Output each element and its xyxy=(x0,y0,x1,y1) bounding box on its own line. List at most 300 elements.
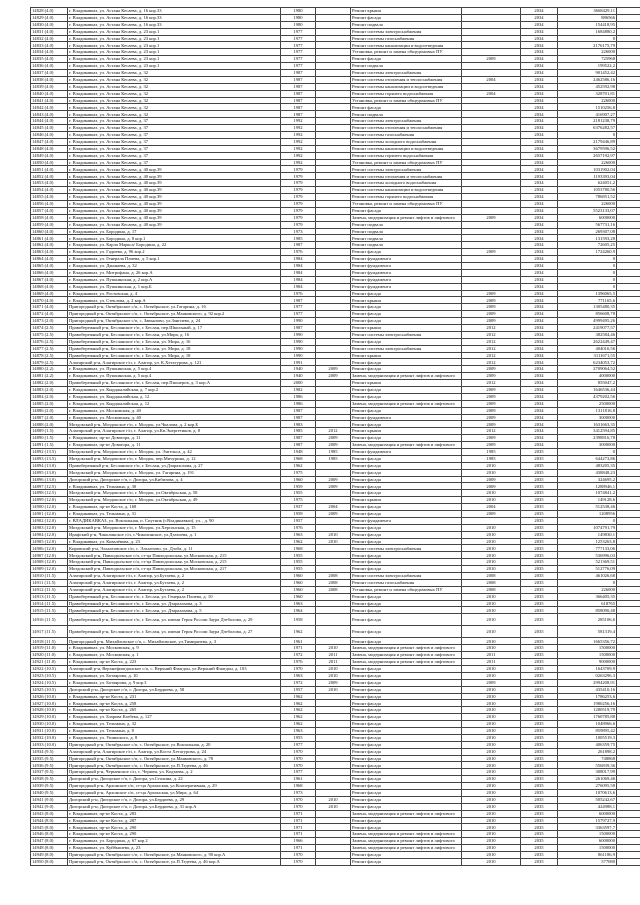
cost-cell: 2179446,89 xyxy=(558,138,617,145)
row-number-cell: 14921 (11.0) xyxy=(31,659,68,666)
empty-cell xyxy=(617,727,640,734)
row-number-cell: 14932 (10.0) xyxy=(31,734,68,741)
row-number-cell: 14914 (11.5) xyxy=(31,600,68,607)
planned-year-cell: 2034 xyxy=(521,228,558,235)
empty-cell xyxy=(617,714,640,721)
planned-year-cell: 2035 xyxy=(521,707,558,714)
table-row xyxy=(31,858,640,865)
cost-cell: 1579727,9 xyxy=(558,817,617,824)
empty-cell xyxy=(617,8,640,15)
build-year-cell: 1979 xyxy=(281,207,316,214)
table-row xyxy=(31,132,640,139)
work-type-cell: Замена, модернизация и ремонт лифтов и лифтового xyxy=(351,659,462,666)
previous-repair-cell: 2010 xyxy=(462,789,521,796)
build-year-cell: 1963 xyxy=(281,600,316,607)
build-year-cell: 1963 xyxy=(281,531,316,538)
repair-year-cell xyxy=(316,490,351,497)
row-number-cell: 14910 (11.5) xyxy=(31,573,68,580)
repair-year-cell xyxy=(316,8,351,15)
empty-cell xyxy=(617,180,640,187)
empty-cell xyxy=(617,304,640,311)
table-row xyxy=(31,455,640,462)
table-row xyxy=(31,42,640,49)
row-number-cell: 14860 (4.0) xyxy=(31,228,68,235)
previous-repair-cell: 2009 xyxy=(462,393,521,400)
empty-cell xyxy=(617,63,640,70)
work-type-cell: Замена, модернизация и ремонт лифтов и лифтового xyxy=(351,831,462,838)
work-type-cell: Ремонт фасада xyxy=(351,748,462,755)
row-number-cell: 14876 (2.5) xyxy=(31,338,68,345)
address-cell: г. Владикавказ, пр-кт Коста, д. 258 xyxy=(68,700,281,707)
work-type-cell: Ремонт фасада xyxy=(351,851,462,858)
table-row xyxy=(31,476,640,483)
address-cell: Правобережный р-н, Бесланское г/п, г. Беслан, ул. Мира, д. 18 xyxy=(68,352,281,359)
repair-year-cell xyxy=(316,407,351,414)
work-type-cell: Ремонт фасада xyxy=(351,511,462,518)
build-year-cell: 1962 xyxy=(281,700,316,707)
empty-cell xyxy=(617,686,640,693)
address-cell: Кировский р-н, Эльхотовское с/п, с. Эльхотово, ул. Дзоба, д. 11 xyxy=(68,545,281,552)
build-year-cell: 1983 xyxy=(281,421,316,428)
build-year-cell: 1977 xyxy=(281,63,316,70)
empty-cell xyxy=(617,386,640,393)
empty-cell xyxy=(617,380,640,387)
work-type-cell: Ремонт фасада xyxy=(351,304,462,311)
planned-year-cell: 2035 xyxy=(521,734,558,741)
address-cell: Моздокский р-н, Моздокское г/п, г. Моздок, ул.Херсонская, д. 15 xyxy=(68,524,281,531)
row-number-cell: 14907 (12.0) xyxy=(31,552,68,559)
table-row xyxy=(31,607,640,614)
build-year-cell: 1960 xyxy=(281,586,316,593)
work-type-cell: Установка, ремонт и замена общедомовых ПУ xyxy=(351,586,462,593)
row-number-cell: 14855 (4.0) xyxy=(31,194,68,201)
cost-cell: 1786253,6 xyxy=(558,693,617,700)
row-number-cell: 14856 (4.0) xyxy=(31,200,68,207)
table-row xyxy=(31,269,640,276)
planned-year-cell: 2034 xyxy=(521,435,558,442)
repair-year-cell xyxy=(316,552,351,559)
repair-year-cell xyxy=(316,297,351,304)
build-year-cell: 1987 xyxy=(281,111,316,118)
address-cell: г. Владикавказ, ул. Астана Кесаева, д. 23 кор.1 xyxy=(68,56,281,63)
work-type-cell: Ремонт фасада xyxy=(351,338,462,345)
planned-year-cell: 2035 xyxy=(521,455,558,462)
work-type-cell: Ремонт системы электроснабжения xyxy=(351,70,462,77)
address-cell: г. Владикавказ, ул. Пушкинская, д. 1 кор.Б xyxy=(68,283,281,290)
previous-repair-cell xyxy=(462,42,521,49)
empty-cell xyxy=(617,297,640,304)
table-row xyxy=(31,14,640,21)
row-number-cell: 14941 (9.0) xyxy=(31,796,68,803)
previous-repair-cell: 2009 xyxy=(462,366,521,373)
work-type-cell: Ремонт фасада xyxy=(351,755,462,762)
row-number-cell: 14930 (10.0) xyxy=(31,721,68,728)
work-type-cell: Замена, модернизация и ремонт лифтов и лифтового xyxy=(351,400,462,407)
work-type-cell: Ремонт фасада xyxy=(351,359,462,366)
empty-cell xyxy=(617,21,640,28)
repair-year-cell xyxy=(316,83,351,90)
build-year-cell: 1960 xyxy=(281,476,316,483)
work-type-cell: Ремонт фасада xyxy=(351,483,462,490)
work-type-cell: Замена, модернизация и ремонт лифтов и лифтового xyxy=(351,810,462,817)
previous-repair-cell: 2010 xyxy=(462,858,521,865)
table-row xyxy=(31,8,640,15)
build-year-cell: 1977 xyxy=(281,769,316,776)
work-type-cell: Ремонт фасада xyxy=(351,686,462,693)
build-year-cell: 1940 xyxy=(281,373,316,380)
build-year-cell: 1960 xyxy=(281,593,316,600)
row-number-cell: 14868 (4.0) xyxy=(31,283,68,290)
planned-year-cell: 2035 xyxy=(521,783,558,790)
empty-cell xyxy=(617,49,640,56)
build-year-cell: 1979 xyxy=(281,180,316,187)
work-type-cell: Ремонт системы электроснабжения xyxy=(351,166,462,173)
table-row xyxy=(31,824,640,831)
address-cell: г. Владикавказ, ул. Астана Кесаева, д. 23 кор.1 xyxy=(68,49,281,56)
build-year-cell: 1987 xyxy=(281,414,316,421)
planned-year-cell: 2035 xyxy=(521,776,558,783)
repair-year-cell xyxy=(316,180,351,187)
work-type-cell: Ремонт системы отопления и теплоснабжения xyxy=(351,125,462,132)
empty-cell xyxy=(617,138,640,145)
table-row xyxy=(31,817,640,824)
table-row xyxy=(31,831,640,838)
table-row xyxy=(31,49,640,56)
previous-repair-cell: 2012 xyxy=(462,324,521,331)
repair-year-cell xyxy=(316,49,351,56)
cost-cell: 1980256,16 xyxy=(558,700,617,707)
work-type-cell: Ремонт фасада xyxy=(351,858,462,865)
row-number-cell: 14944 (8.0) xyxy=(31,817,68,824)
previous-repair-cell: 2010 xyxy=(462,727,521,734)
row-number-cell: 14881 (2.2) xyxy=(31,373,68,380)
cost-cell: 3679596,52 xyxy=(558,145,617,152)
empty-cell xyxy=(617,851,640,858)
address-cell: г. Владикавказ, ул. Астана Кесаева, д. 40 кор.39 xyxy=(68,221,281,228)
planned-year-cell: 2034 xyxy=(521,428,558,435)
cost-cell: 382584,46 xyxy=(558,331,617,338)
address-cell: Пригородный р-н, Октябрьское с/п, с. Октябрьское, ул.П.Тедеева, д. 46 кор.А xyxy=(68,858,281,865)
empty-cell xyxy=(617,586,640,593)
row-number-cell: 14851 (4.0) xyxy=(31,166,68,173)
previous-repair-cell xyxy=(462,159,521,166)
planned-year-cell: 2035 xyxy=(521,831,558,838)
cost-cell: 2419077,57 xyxy=(558,324,617,331)
work-type-cell: Ремонт системы канализации и водоотведения xyxy=(351,187,462,194)
work-type-cell: Ремонт фасада xyxy=(351,490,462,497)
repair-year-cell xyxy=(316,90,351,97)
work-type-cell: Ремонт фасада xyxy=(351,700,462,707)
work-type-cell: Ремонт фундамента xyxy=(351,256,462,263)
previous-repair-cell: 2009 xyxy=(462,56,521,63)
cost-cell: 1005519,3 xyxy=(558,734,617,741)
build-year-cell: 1955 xyxy=(281,552,316,559)
empty-cell xyxy=(617,276,640,283)
build-year-cell: 1979 xyxy=(281,200,316,207)
cost-cell: 1070613,6 xyxy=(558,789,617,796)
build-year-cell: 1962 xyxy=(281,538,316,545)
planned-year-cell: 2035 xyxy=(521,511,558,518)
repair-year-cell xyxy=(316,400,351,407)
planned-year-cell: 2034 xyxy=(521,276,558,283)
row-number-cell: 14911 (11.5) xyxy=(31,579,68,586)
planned-year-cell: 2035 xyxy=(521,593,558,600)
work-type-cell: Ремонт фасада xyxy=(351,455,462,462)
previous-repair-cell: 2009 xyxy=(462,400,521,407)
build-year-cell: 1987 xyxy=(281,97,316,104)
planned-year-cell: 2034 xyxy=(521,338,558,345)
empty-cell xyxy=(617,194,640,201)
previous-repair-cell xyxy=(462,97,521,104)
table-row xyxy=(31,659,640,666)
cost-cell: 149830,1 xyxy=(558,531,617,538)
cost-cell: 521369,51 xyxy=(558,559,617,566)
previous-repair-cell xyxy=(462,262,521,269)
build-year-cell: 1962 xyxy=(281,462,316,469)
cost-cell: 2709064,52 xyxy=(558,366,617,373)
repair-year-cell xyxy=(316,242,351,249)
row-number-cell: 14895 (13.0) xyxy=(31,469,68,476)
empty-cell xyxy=(617,721,640,728)
table-row xyxy=(31,714,640,721)
row-number-cell: 14853 (4.0) xyxy=(31,180,68,187)
cost-cell: 1500000 xyxy=(558,652,617,659)
repair-year-cell xyxy=(316,769,351,776)
address-cell: г. Владикавказ, пр-кт Коста, д. 231 xyxy=(68,693,281,700)
table-row xyxy=(31,435,640,442)
cost-cell: 512538,46 xyxy=(558,504,617,511)
table-row xyxy=(31,665,640,672)
table-row xyxy=(31,679,640,686)
cost-cell: 285106,6 xyxy=(558,614,617,626)
planned-year-cell: 2035 xyxy=(521,607,558,614)
build-year-cell: 1966 xyxy=(281,838,316,845)
address-cell: г. Владикавказ, ул. Астана Кесаева, д. 40 кор.39 xyxy=(68,207,281,214)
repair-year-cell xyxy=(316,614,351,626)
planned-year-cell: 2035 xyxy=(521,600,558,607)
work-type-cell: Ремонт фасада xyxy=(351,249,462,256)
row-number-cell: 14877 (2.5) xyxy=(31,345,68,352)
table-row xyxy=(31,118,640,125)
planned-year-cell: 2034 xyxy=(521,352,558,359)
address-cell: Моздокский р-н, Павлодольское с/п, ст-ца Павлодольская, ул.Московская, д. 217 xyxy=(68,566,281,573)
address-cell: Правобережный р-н, Бесланское г/п, г. Беслан, ул. имени Героя России Заура Дзеболова, д. 27 xyxy=(68,626,281,638)
table-row xyxy=(31,76,640,83)
empty-cell xyxy=(617,579,640,586)
address-cell: Моздокский р-н, Моздокское г/п, г. Моздок, ул.Октябрьская, д. 49 xyxy=(68,497,281,504)
table-row xyxy=(31,638,640,645)
build-year-cell: 1962 xyxy=(281,626,316,638)
address-cell: г. Владикавказ, ул. Астана Кесаева, д. 40 кор.39 xyxy=(68,173,281,180)
address-cell: Алагирский р-н, Алагирское г/п, г. Алагир, ул.Кв.Энергетиков, д. 8 xyxy=(68,428,281,435)
cost-cell: 577080 xyxy=(558,858,617,865)
row-number-cell: 14888 (2.0) xyxy=(31,421,68,428)
empty-cell xyxy=(617,552,640,559)
repair-year-cell: 2011 xyxy=(316,659,351,666)
planned-year-cell: 2034 xyxy=(521,262,558,269)
build-year-cell: 1972 xyxy=(281,679,316,686)
build-year-cell: 1972 xyxy=(281,652,316,659)
address-cell: Ирафский р-н, Чиколинское с/п, с.Чиколинское, ул.Дзахоева, д. 1 xyxy=(68,531,281,538)
cost-cell: 2500000 xyxy=(558,400,617,407)
cost-cell: 748868 xyxy=(558,755,617,762)
planned-year-cell: 2034 xyxy=(521,194,558,201)
row-number-cell: 14928 (10.0) xyxy=(31,707,68,714)
row-number-cell: 14925 (10.5) xyxy=(31,686,68,693)
work-type-cell: Ремонт фасада xyxy=(351,714,462,721)
cost-cell: 777133,06 xyxy=(558,545,617,552)
empty-cell xyxy=(617,531,640,538)
work-type-cell: Замена, модернизация и ремонт лифтов и лифтового xyxy=(351,645,462,652)
work-type-cell: Установка, ремонт и замена общедомовых ПУ xyxy=(351,200,462,207)
address-cell: Пригородный р-н, Октябрьское с/п, с. Завьялово, ул.Зангиева, д. 24 xyxy=(68,318,281,325)
table-row xyxy=(31,400,640,407)
planned-year-cell: 2034 xyxy=(521,21,558,28)
work-type-cell: Ремонт фундамента xyxy=(351,517,462,524)
previous-repair-cell: 2010 xyxy=(462,600,521,607)
previous-repair-cell: 2012 xyxy=(462,352,521,359)
cost-cell: 858090,48 xyxy=(558,607,617,614)
planned-year-cell: 2035 xyxy=(521,748,558,755)
build-year-cell: 1979 xyxy=(281,214,316,221)
cost-cell: 859895,42 xyxy=(558,727,617,734)
cost-cell: 3668429,11 xyxy=(558,8,617,15)
work-type-cell: Ремонт фасада xyxy=(351,435,462,442)
previous-repair-cell: 2010 xyxy=(462,714,521,721)
build-year-cell: 1979 xyxy=(281,221,316,228)
planned-year-cell: 2034 xyxy=(521,290,558,297)
row-number-cell: 14940 (9.5) xyxy=(31,789,68,796)
previous-repair-cell xyxy=(462,28,521,35)
cost-cell: 406359,75 xyxy=(558,741,617,748)
previous-repair-cell: 1985 xyxy=(462,449,521,456)
repair-year-cell xyxy=(316,789,351,796)
work-type-cell: Ремонт фасада xyxy=(351,311,462,318)
previous-repair-cell xyxy=(462,180,521,187)
address-cell: Моздокский р-н, Павлодольское с/п, ст-ца Павлодольская, ул.Московская, д. 215 xyxy=(68,552,281,559)
build-year-cell: 1970 xyxy=(281,748,316,755)
work-type-cell: Ремонт системы газоснабжения xyxy=(351,35,462,42)
work-type-cell: Ремонт системы горячего водоснабжения xyxy=(351,194,462,201)
previous-repair-cell: 2010 xyxy=(462,497,521,504)
cost-cell: 0 xyxy=(558,262,617,269)
address-cell: г. Владикавказ, пр-кт Доватора, д. 11 xyxy=(68,435,281,442)
cost-cell: 0 xyxy=(558,449,617,456)
empty-cell xyxy=(617,359,640,366)
address-cell: г. Владикавказ, ул. Астана Кесаева, д. 40 кор.39 xyxy=(68,214,281,221)
address-cell: г. Владикавказ, ул. Митрофана, д. 26 кор.А xyxy=(68,269,281,276)
address-cell: Правобережный р-н, Бесланское г/п, г. Беслан, ул. Генерала Плиева, д. 10 xyxy=(68,593,281,600)
work-type-cell: Ремонт фасада xyxy=(351,679,462,686)
row-number-cell: 14846 (4.0) xyxy=(31,132,68,139)
table-row xyxy=(31,276,640,283)
build-year-cell: 1975 xyxy=(281,469,316,476)
table-row xyxy=(31,693,640,700)
repair-year-cell xyxy=(316,166,351,173)
planned-year-cell: 2034 xyxy=(521,49,558,56)
repair-year-cell: 2009 xyxy=(316,373,351,380)
empty-cell xyxy=(617,366,640,373)
row-number-cell: 14916 (11.5) xyxy=(31,614,68,626)
work-type-cell: Ремонт фасада xyxy=(351,600,462,607)
work-type-cell: Ремонт фасада xyxy=(351,14,462,21)
row-number-cell: 14936 (9.5) xyxy=(31,762,68,769)
cost-cell: 6234053,72 xyxy=(558,359,617,366)
repair-year-cell xyxy=(316,35,351,42)
row-number-cell: 14859 (4.0) xyxy=(31,221,68,228)
work-type-cell: Ремонт системы холодного водоснабжения xyxy=(351,138,462,145)
table-row xyxy=(31,70,640,77)
build-year-cell: 1980 xyxy=(281,14,316,21)
row-number-cell: 14899 (12.0) xyxy=(31,497,68,504)
cost-cell: 1074841,2 xyxy=(558,490,617,497)
cost-cell: 1396065,5 xyxy=(558,290,617,297)
build-year-cell: 1987 xyxy=(281,242,316,249)
previous-repair-cell xyxy=(462,187,521,194)
work-type-cell: Ремонт фасада xyxy=(351,803,462,810)
repair-year-cell xyxy=(316,517,351,524)
work-type-cell: Ремонт фундамента xyxy=(351,276,462,283)
build-year-cell: 1962 xyxy=(281,721,316,728)
cost-cell: 1193393,04 xyxy=(558,173,617,180)
row-number-cell: 14828 (4.0) xyxy=(31,8,68,15)
planned-year-cell: 2034 xyxy=(521,249,558,256)
cost-cell: 1311816,8 xyxy=(558,407,617,414)
planned-year-cell: 2034 xyxy=(521,311,558,318)
cost-cell: 276095,58 xyxy=(558,783,617,790)
planned-year-cell: 2034 xyxy=(521,304,558,311)
address-cell: г. Владикавказ, ул. Генерала Плиева, д. 5 кор.1 xyxy=(68,256,281,263)
address-cell: Пригородный р-н, Октябрьское с/п, с. Октябрьское, ул.Гагарина, д. 16 xyxy=(68,304,281,311)
row-number-cell: 14938 (9.5) xyxy=(31,776,68,783)
row-number-cell: 14893 (13.5) xyxy=(31,455,68,462)
repair-year-cell: 1985 xyxy=(316,449,351,456)
planned-year-cell: 2035 xyxy=(521,838,558,845)
previous-repair-cell: 2010 xyxy=(462,545,521,552)
repair-year-cell xyxy=(316,290,351,297)
planned-year-cell: 2034 xyxy=(521,207,558,214)
table-row xyxy=(31,180,640,187)
table-row xyxy=(31,672,640,679)
planned-year-cell: 2035 xyxy=(521,659,558,666)
build-year-cell: 1970 xyxy=(281,755,316,762)
table-row xyxy=(31,104,640,111)
empty-cell xyxy=(617,352,640,359)
previous-repair-cell xyxy=(462,242,521,249)
work-type-cell: Замена, модернизация и ремонт лифтов и лифтового xyxy=(351,838,462,845)
planned-year-cell: 2034 xyxy=(521,180,558,187)
row-number-cell: 14883 (2.0) xyxy=(31,386,68,393)
work-type-cell: Ремонт подвала xyxy=(351,21,462,28)
work-type-cell: Ремонт крыши xyxy=(351,8,462,15)
cost-cell: 1048966,6 xyxy=(558,721,617,728)
row-number-cell: 14906 (12.0) xyxy=(31,545,68,552)
empty-cell xyxy=(617,462,640,469)
previous-repair-cell xyxy=(462,221,521,228)
row-number-cell: 14934 (9.5) xyxy=(31,748,68,755)
build-year-cell: 1985 xyxy=(281,428,316,435)
work-type-cell: Ремонт подвала xyxy=(351,63,462,70)
previous-repair-cell: 2010 xyxy=(462,672,521,679)
previous-repair-cell xyxy=(462,269,521,276)
row-number-cell: 14890 (1.5) xyxy=(31,435,68,442)
work-type-cell: Ремонт фасада xyxy=(351,469,462,476)
repair-year-cell xyxy=(316,824,351,831)
repair-year-cell xyxy=(316,817,351,824)
planned-year-cell: 2035 xyxy=(521,714,558,721)
row-number-cell: 14842 (4.0) xyxy=(31,104,68,111)
row-number-cell: 14918 (11.5) xyxy=(31,638,68,645)
